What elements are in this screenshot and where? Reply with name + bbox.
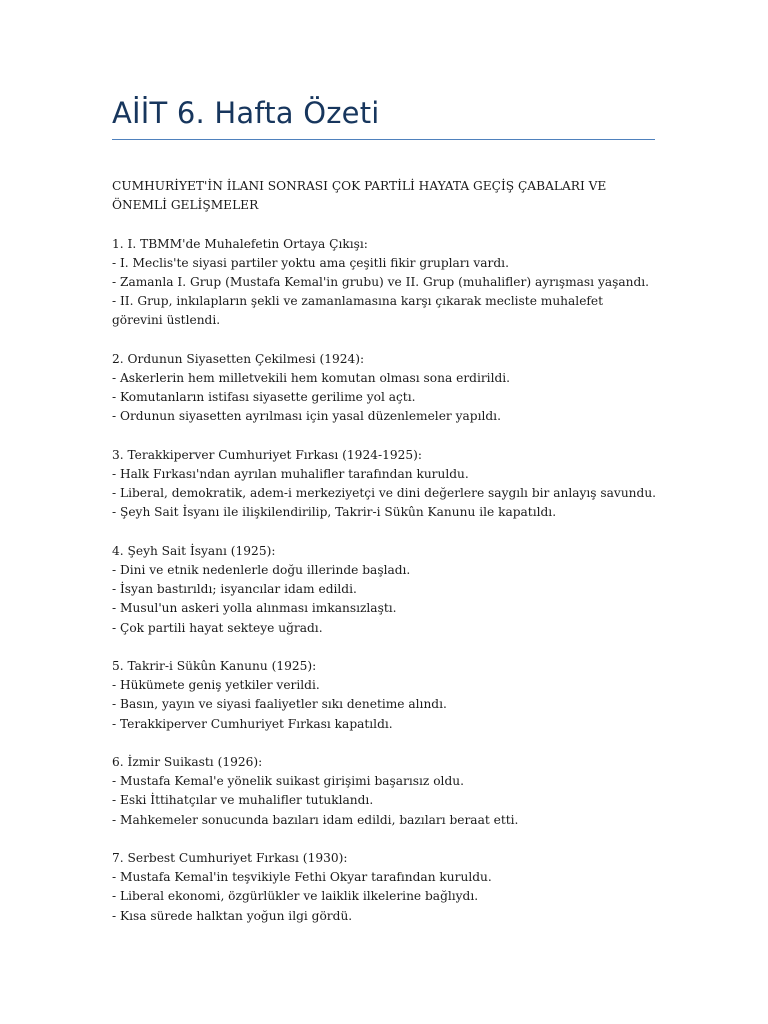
section-heading: 7. Serbest Cumhuriyet Fırkası (1930): <box>112 851 348 865</box>
section-line: - Halk Fırkası'ndan ayrılan muhalifler tarafından kuruldu. <box>112 467 469 481</box>
section-line: - Terakkiperver Cumhuriyet Fırkası kapatıldı. <box>112 716 393 731</box>
section-1 <box>112 235 657 331</box>
title-divider <box>112 139 655 140</box>
section-heading: 3. Terakkiperver Cumhuriyet Fırkası (1924-1925): <box>112 447 422 462</box>
section-line: - Musul'un askeri yolla alınması imkansızlaştı. <box>112 601 397 616</box>
section-line: - Mahkemeler sonucunda bazıları idam edildi, bazıları beraat etti. <box>112 812 519 827</box>
section-4 <box>112 542 657 638</box>
section-heading: 6. İzmir Suikastı (1926): <box>112 755 263 769</box>
section-line: - II. Grup, inkılapların şekli ve zamanlamasına karşı çıkarak mecliste muhalefet görevini üstlendi. <box>112 294 604 328</box>
document-body <box>112 177 657 945</box>
section-line: - Eski İttihatçılar ve muhalifler tutuklandı. <box>112 793 374 808</box>
section-7 <box>112 849 657 926</box>
section-line: - I. Meclis'te siyasi partiler yoktu ama çeşitli fikir grupları vardı. <box>112 255 509 270</box>
section-line: - Mustafa Kemal'in teşvikiyle Fethi Okyar tarafından kuruldu. <box>112 870 492 885</box>
section-line: - Liberal ekonomi, özgürlükler ve laiklik ilkelerine bağlıydı. <box>112 889 479 904</box>
section-heading: 1. I. TBMM'de Muhalefetin Ortaya Çıkışı: <box>112 236 368 251</box>
section-line: - Mustafa Kemal'e yönelik suikast girişimi başarısız oldu. <box>112 774 464 789</box>
section-line: - Askerlerin hem milletvekili hem komutan olması sona erdirildi. <box>112 371 511 385</box>
section-line: - Dini ve etnik nedenlerle doğu illerinde başladı. <box>112 563 411 577</box>
section-line: - Basın, yayın ve siyasi faaliyetler sıkı denetime alındı. <box>112 697 447 712</box>
section-heading: 5. Takrir-i Sükûn Kanunu (1925): <box>112 659 317 673</box>
section-line: - Ordunun siyasetten ayrılması için yasal düzenlemeler yapıldı. <box>112 409 501 424</box>
section-heading: 4. Şeyh Sait İsyanı (1925): <box>112 543 276 558</box>
section-line: - Liberal, demokratik, adem-i merkeziyetçi ve dini değerlere saygılı bir anlayış savundu. <box>112 486 657 501</box>
section-line: - Şeyh Sait İsyanı ile ilişkilendirilip, Takrir-i Sükûn Kanunu ile kapatıldı. <box>112 505 557 520</box>
section-line: - Çok partili hayat sekteye uğradı. <box>112 620 323 635</box>
section-2 <box>112 350 657 427</box>
document-title: AİİT 6. Hafta Özeti <box>112 96 380 130</box>
intro-heading: CUMHURİYET'İN İLANI SONRASI ÇOK PARTİLİ HAYATA GEÇİŞ ÇABALARI VE ÖNEMLİ GELİŞMELER <box>112 179 607 213</box>
section-line: - İsyan bastırıldı; isyancılar idam edildi. <box>112 582 357 597</box>
section-6 <box>112 753 657 830</box>
section-line: - Zamanla I. Grup (Mustafa Kemal'in grubu) ve II. Grup (muhalifler) ayrışması yaşandı. <box>112 275 650 289</box>
section-line: - Hükümete geniş yetkiler verildi. <box>112 678 320 693</box>
section-3 <box>112 446 657 523</box>
section-5 <box>112 657 657 734</box>
section-heading: 2. Ordunun Siyasetten Çekilmesi (1924): <box>112 351 365 366</box>
section-line: - Kısa sürede halktan yoğun ilgi gördü. <box>112 908 353 923</box>
section-line: - Komutanların istifası siyasette gerilime yol açtı. <box>112 390 416 405</box>
